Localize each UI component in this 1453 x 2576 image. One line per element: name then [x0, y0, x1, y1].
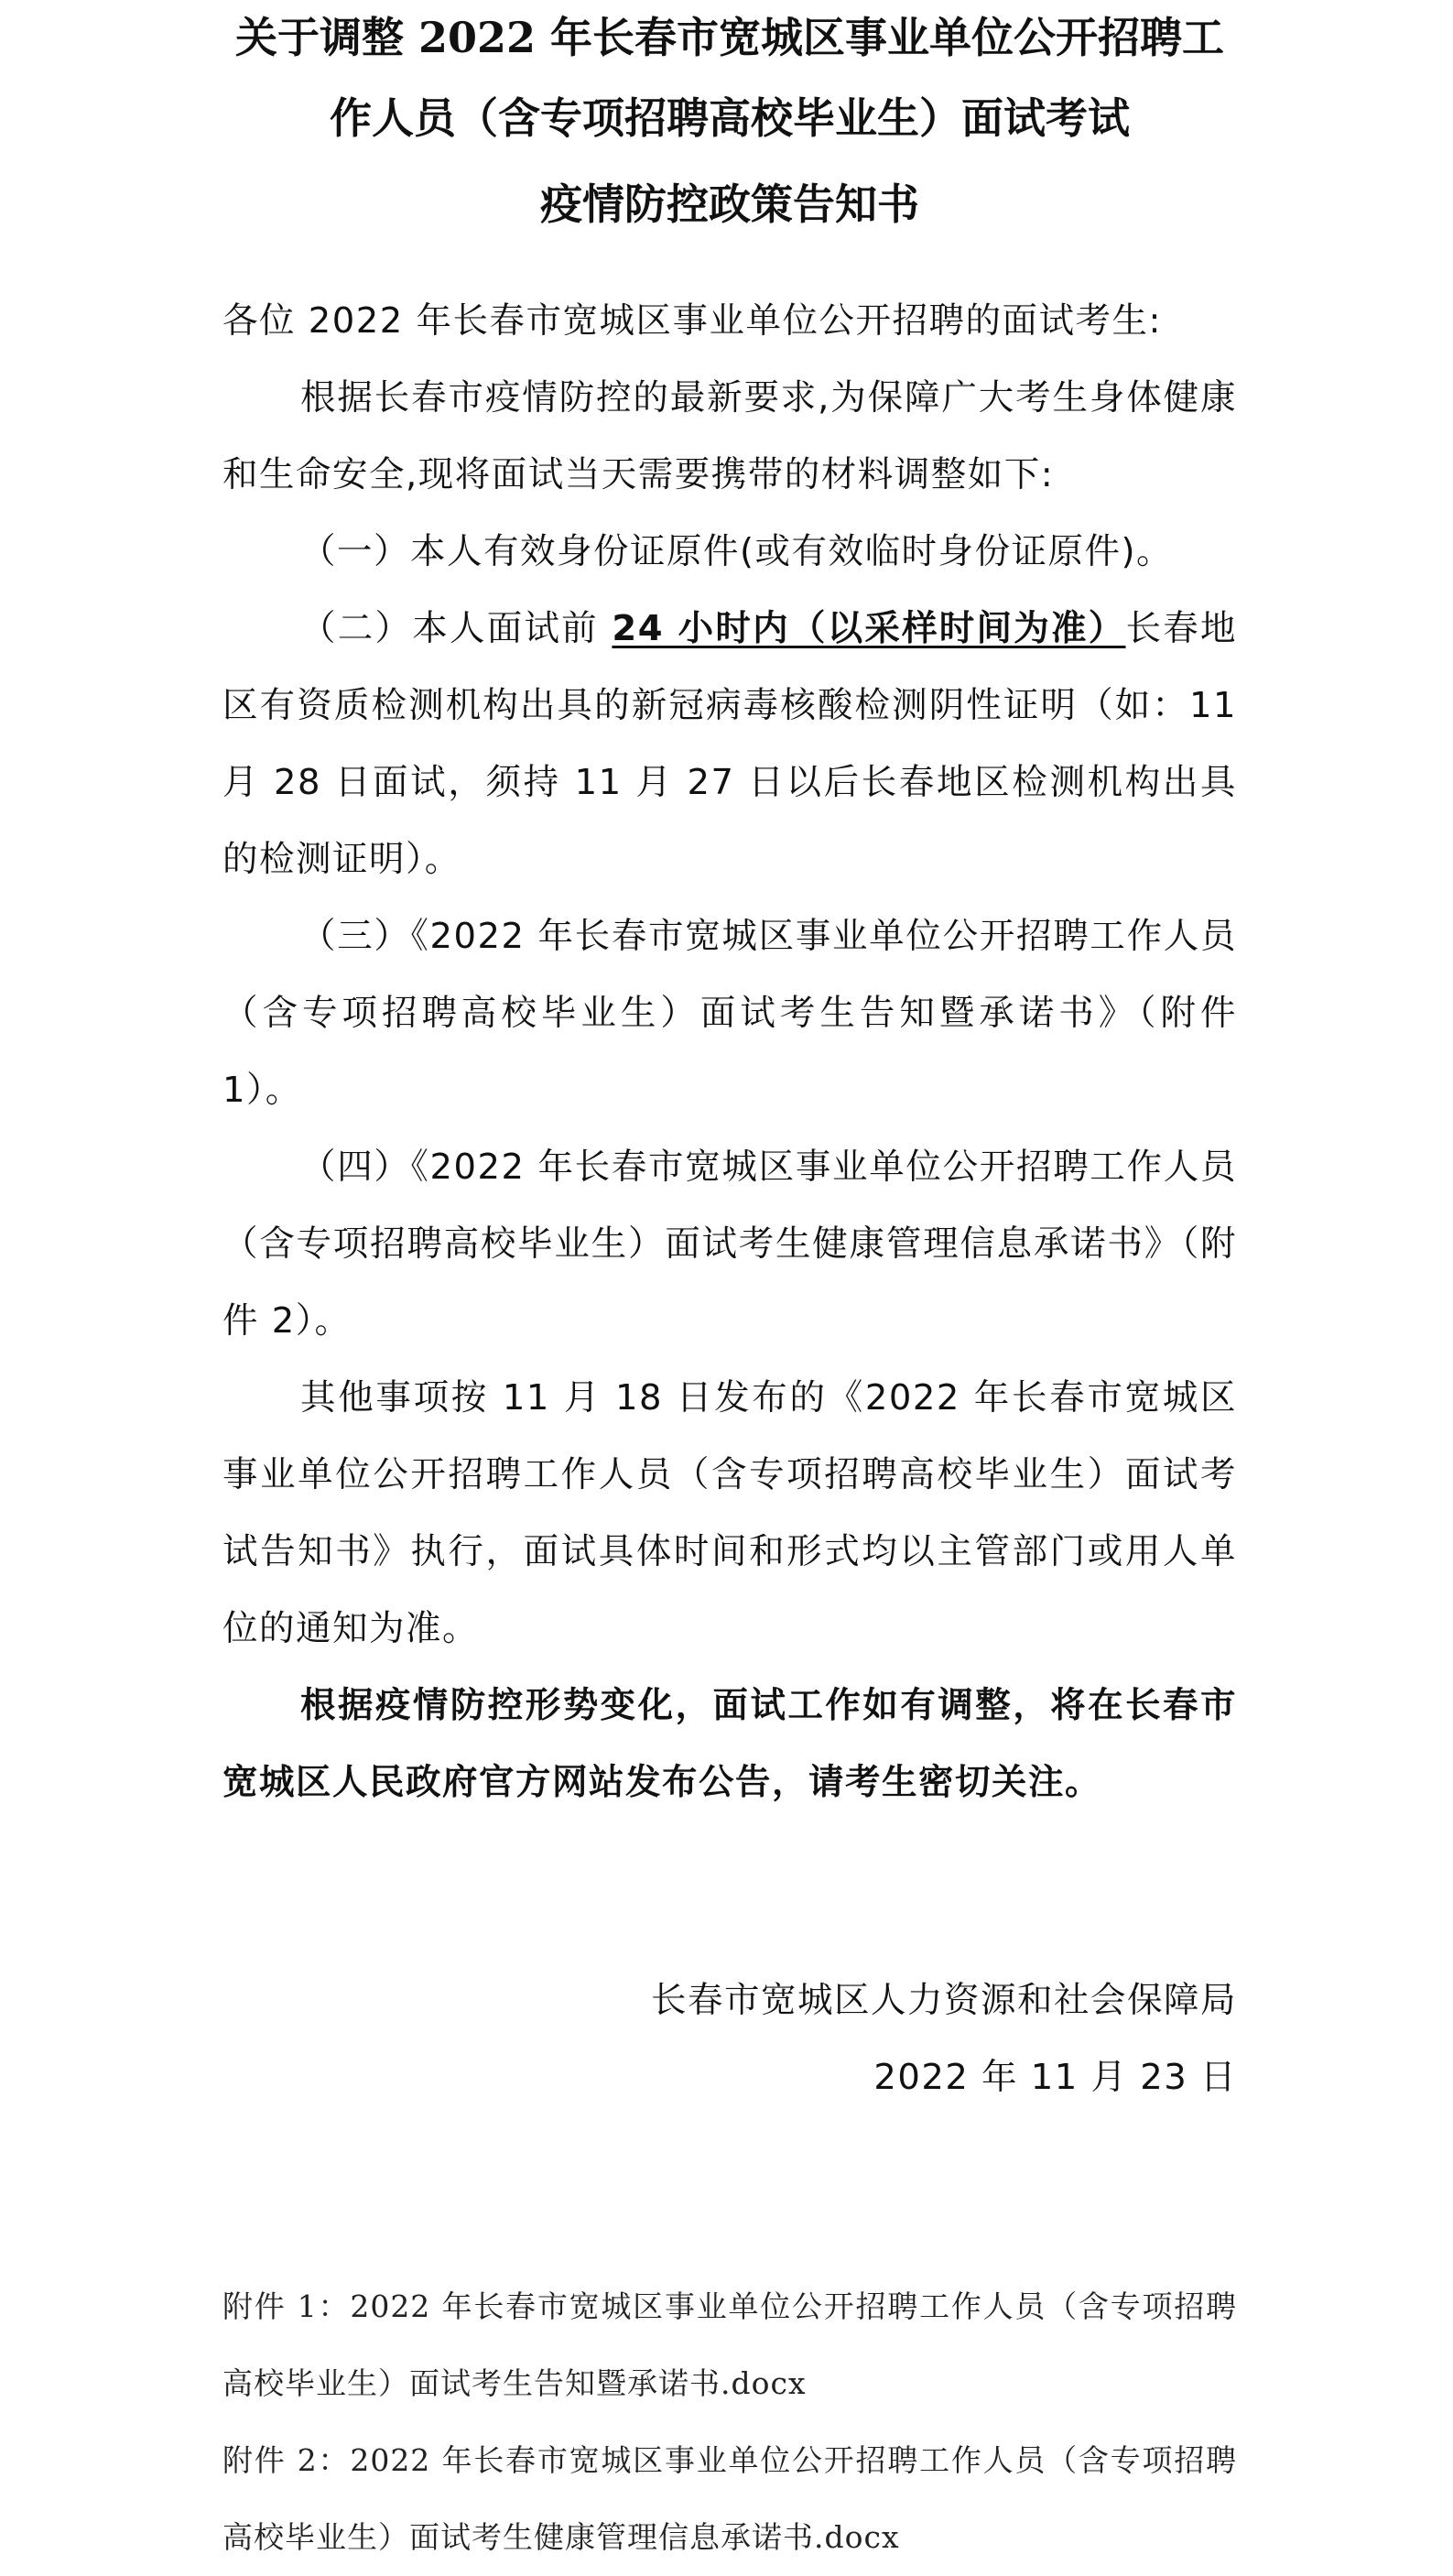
intro-paragraph: 根据长春市疫情防控的最新要求,为保障广大考生身体健康和生命安全,现将面试当天需要携带的材料调整如下: [222, 377, 1237, 495]
title-line-2: 作人员（含专项招聘高校毕业生）面试考试 [330, 93, 1130, 143]
attachment-1-link[interactable]: 附件 1：2022 年长春市宽城区事业单位公开招聘工作人员（含专项招聘高校毕业生）面试考生告知暨承诺书.docx [222, 2288, 1237, 2401]
item-3: （三）《2022 年长春市宽城区事业单位公开招聘工作人员（含专项招聘高校毕业生）面试考生告知暨承诺书》（附件 1）。 [222, 916, 1237, 1111]
attachment-2-link[interactable]: 附件 2：2022 年长春市宽城区事业单位公开招聘工作人员（含专项招聘高校毕业生）面试考生健康管理信息承诺书.docx [222, 2442, 1237, 2555]
title-line-1: 关于调整 2022 年长春市宽城区事业单位公开招聘工 [234, 13, 1225, 62]
signature-org: 长春市宽城区人力资源和社会保障局 [650, 1980, 1237, 2021]
salutation: 各位 2022 年长春市宽城区事业单位公开招聘的面试考生: [222, 300, 1162, 342]
item-2-suffix: 长春地区有资质检测机构出具的新冠病毒核酸检测阴性证明（如：11 月 28 日面试，须持 11 月 27 日以后长春地区检测机构出具的检测证明）。 [222, 608, 1237, 880]
item-2-emphasis: 24 小时内（以采样时间为准） [612, 608, 1126, 649]
item-2 [222, 591, 1237, 898]
signature-date: 2022 年 11 月 23 日 [873, 2057, 1237, 2098]
notice-paragraph: 根据疫情防控形势变化，面试工作如有调整，将在长春市宽城区人民政府官方网站发布公告，请考生密切关注。 [222, 1685, 1237, 1803]
other-matters-paragraph: 其他事项按 11 月 18 日发布的《2022 年长春市宽城区事业单位公开招聘工作人员（含专项招聘高校毕业生）面试考试告知书》执行，面试具体时间和形式均以主管部门或用人单位的通知为准。 [222, 1377, 1237, 1649]
item-1: （一）本人有效身份证原件(或有效临时身份证原件)。 [300, 531, 1174, 572]
item-2-prefix: （二）本人面试前 [300, 608, 613, 649]
item-4: （四）《2022 年长春市宽城区事业单位公开招聘工作人员（含专项招聘高校毕业生）面试考生健康管理信息承诺书》（附件 2）。 [222, 1147, 1237, 1342]
title-line-3: 疫情防控政策告知书 [540, 179, 919, 229]
